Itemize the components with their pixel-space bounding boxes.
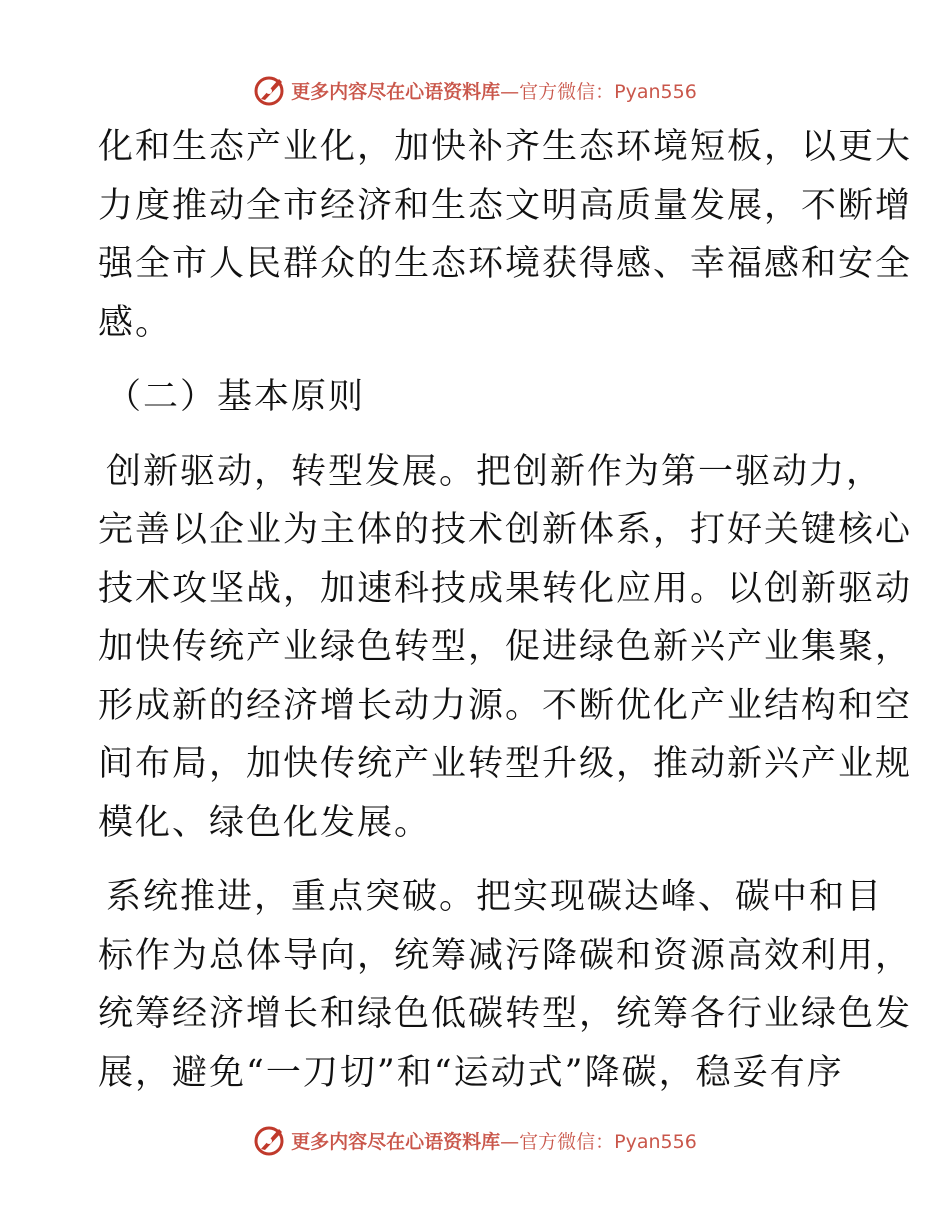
watermark-sub-text: —官方微信：Pyan556 bbox=[500, 80, 697, 103]
paragraph-2 bbox=[98, 443, 913, 853]
text-line: 系统推进，重点突破。把实现碳达峰、碳中和目 bbox=[106, 877, 884, 917]
document-body bbox=[98, 118, 913, 1102]
text-line: 化和生态产业化，加快补齐生态环境短板，以更大 bbox=[98, 127, 913, 167]
paragraph-1 bbox=[98, 118, 913, 352]
text-line: 统筹经济增长和绿色低碳转型，统筹各行业绿色发 bbox=[98, 994, 913, 1034]
paragraph-3 bbox=[98, 868, 913, 1102]
quill-logo-icon bbox=[253, 1123, 287, 1157]
text-line: 创新驱动，转型发展。把创新作为第一驱动力， bbox=[106, 451, 884, 492]
text-line: 标作为总体导向，统筹减污降碳和资源高效利用， bbox=[98, 935, 913, 976]
text-line: 强全市人民群众的生态环境获得感、幸福感和安全 bbox=[98, 244, 913, 284]
watermark-main-text: 更多内容尽在心语资料库 bbox=[291, 80, 501, 103]
text-line: 间布局，加快传统产业转型升级，推动新兴产业规 bbox=[98, 744, 913, 784]
watermark-main-text: 更多内容尽在心语资料库 bbox=[291, 1130, 501, 1153]
quill-logo-icon bbox=[253, 73, 287, 107]
text-line: 展，避免“一刀切”和“运动式”降碳，稳妥有序 bbox=[98, 1052, 844, 1093]
watermark-sub-text: —官方微信：Pyan556 bbox=[500, 1130, 697, 1153]
text-line: 感。 bbox=[98, 302, 173, 343]
section-heading: （二）基本原则 bbox=[106, 377, 366, 417]
text-line: 力度推动全市经济和生态文明高质量发展，不断增 bbox=[98, 185, 913, 226]
text-line: 加快传统产业绿色转型，促进绿色新兴产业集聚， bbox=[98, 627, 913, 667]
text-line: 完善以企业为主体的技术创新体系，打好关键核心 bbox=[98, 510, 913, 550]
text-line: 模化、绿色化发展。 bbox=[98, 802, 432, 843]
text-line: 形成新的经济增长动力源。不断优化产业结构和空 bbox=[98, 685, 913, 726]
text-line: 技术攻坚战，加速科技成果转化应用。以创新驱动 bbox=[98, 568, 913, 609]
footer-watermark bbox=[0, 1120, 950, 1160]
header-watermark bbox=[0, 70, 950, 110]
